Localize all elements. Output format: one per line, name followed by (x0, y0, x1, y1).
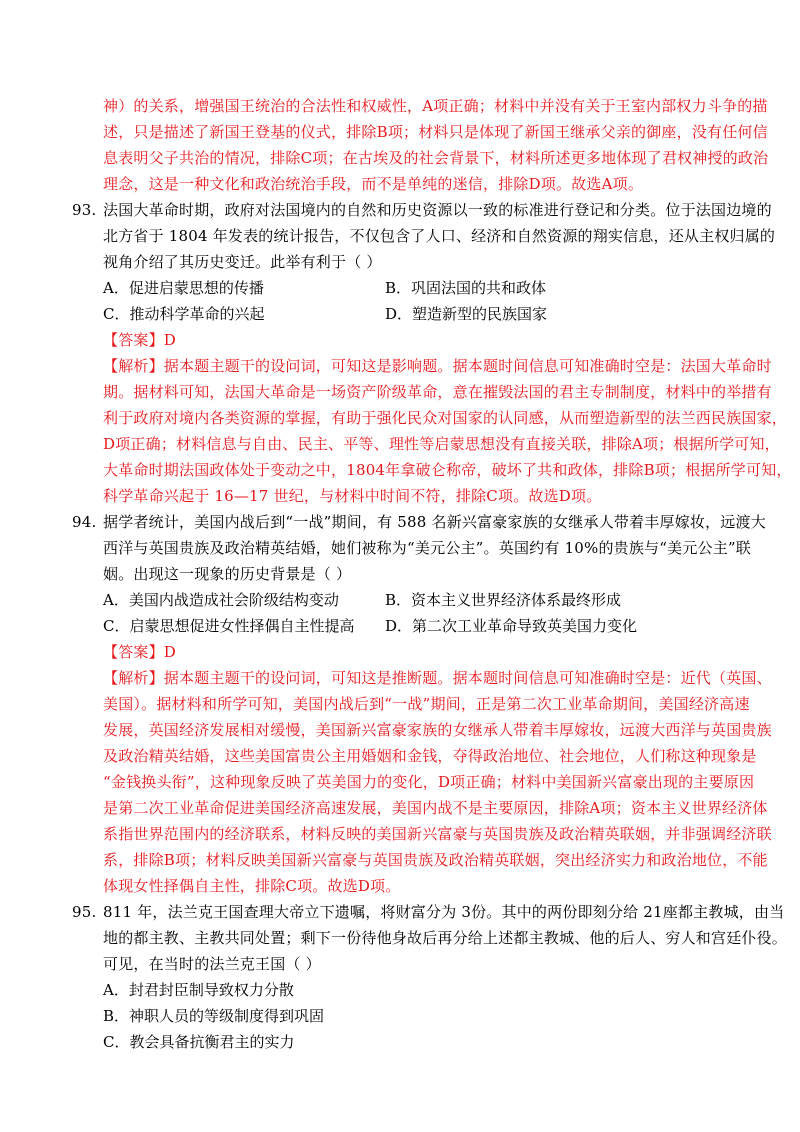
question-stem: 法国大革命时期，政府对法国境内的自然和历史资源以一致的标准进行登记和分类。位于法国边境的 (103, 201, 772, 219)
explanation-line: 大革命时期法国政体处于变动之中，1804年拿破仑称帝，破坏了共和政体，排除B项；根据所学可知， (103, 461, 792, 479)
explanation-line: “金钱换头衔”，这种现象反映了英美国力的变化，D项正确；材料中美国新兴富豪出现的主要原因 (103, 773, 755, 791)
explanation-line: 利于政府对境内各类资源的掌握，有助于强化民众对国家的认同感，从而塑造新型的法兰西民族国家， (103, 409, 788, 427)
option-a: A．美国内战造成社会阶级结构变动 (103, 591, 339, 609)
explanation-line: 科学革命兴起于 16—17 世纪，与材料中时间不符，排除C项。故选D项。 (103, 487, 602, 505)
explanation-line: 理念，这是一种文化和政治统治手段，而不是单纯的迷信，排除D项。故选A项。 (103, 175, 644, 193)
explanation-line: 神）的关系，增强国王统治的合法性和权威性，A项正确；材料中并没有关于王室内部权力斗争的描 (103, 97, 768, 115)
question-stem: 北方省于 1804 年发表的统计报告，不仅包含了人口、经济和自然资源的翔实信息，还从主权归属的 (103, 227, 776, 245)
explanation-line: 系，排除B项；材料反映美国新兴富豪与英国贵族及政治精英联姻，突出经济实力和政治地位，不能 (103, 851, 768, 869)
explanation-line: 息表明父子共治的情况，排除C项；在古埃及的社会背景下，材料所述更多地体现了君权神授的政治 (103, 149, 769, 167)
explanation-line: 是第二次工业革命促进美国经济高速发展，美国内战不是主要原因，排除A项；资本主义世界经济体 (103, 799, 768, 817)
option-d: D．塑造新型的民族国家 (385, 305, 548, 323)
explanation-line: 述，只是描述了新国王登基的仪式，排除B项；材料只是体现了新国王继承父亲的御座，没有任何信 (103, 123, 768, 141)
option-d: D．第二次工业革命导致英美国力变化 (385, 617, 638, 635)
option-a: A．封君封臣制导致权力分散 (103, 981, 294, 999)
explanation-line: 美国）。据材料和所学可知，美国内战后到“一战”期间，正是第二次工业革命期间，美国经济高速 (103, 695, 750, 713)
question-stem: 西洋与英国贵族及政治精英结婚，她们被称为“美元公主”。英国约有 10%的贵族与“美元公主”联 (103, 539, 751, 557)
explanation-line: 【解析】据本题主题干的设问词，可知这是推断题。据本题时间信息可知准确时空是：近代（英国、 (103, 669, 772, 687)
explanation-line: 及政治精英结婚，这些美国富贵公主用婚姻和金钱，夺得政治地位、社会地位，人们称这种现象是 (103, 747, 757, 765)
option-b: B．神职人员的等级制度得到巩固 (103, 1007, 325, 1025)
question-stem: 811 年，法兰克王国查理大帝立下遗嘱，将财富分为 3份。其中的两份即刻分给 21座都主教城，由当 (103, 903, 785, 921)
question-number: 95. (72, 903, 97, 921)
explanation-line: 发展，英国经济发展相对缓慢，美国新兴富豪家族的女继承人带着丰厚嫁妆，远渡大西洋与英国贵族 (103, 721, 772, 739)
option-b: B．资本主义世界经济体系最终形成 (385, 591, 622, 609)
question-stem: 可见，在当时的法兰克王国（ ） (103, 955, 321, 973)
question-number: 94. (72, 513, 97, 531)
answer-label: 【答案】D (103, 331, 177, 349)
explanation-line: 期。据材料可知，法国大革命是一场资产阶级革命，意在摧毁法国的君主专制制度，材料中的举措有 (103, 383, 772, 401)
question-stem: 地的都主教、主教共同处置；剩下一份待他身故后再分给上述都主教城、他的后人、穷人和宫廷仆役。 (103, 929, 788, 947)
question-stem: 据学者统计，美国内战后到“一战”期间，有 588 名新兴富豪家族的女继承人带着丰厚嫁妆，远渡大 (103, 513, 766, 531)
option-c: C．教会具备抗衡君主的实力 (103, 1033, 295, 1051)
explanation-line: 【解析】据本题主题干的设问词，可知这是影响题。据本题时间信息可知准确时空是：法国大革命时 (103, 357, 772, 375)
explanation-line: 体现女性择偶自主性，排除C项。故选D项。 (103, 877, 401, 895)
answer-label: 【答案】D (103, 643, 177, 661)
option-a: A．促进启蒙思想的传播 (103, 279, 264, 297)
option-c: C．推动科学革命的兴起 (103, 305, 265, 323)
option-c: C．启蒙思想促进女性择偶自主性提高 (103, 617, 355, 635)
question-stem: 视角介绍了其历史变迁。此举有利于（ ） (103, 253, 382, 271)
explanation-line: 系指世界范围内的经济联系，材料反映的美国新兴富豪与英国贵族及政治精英联姻，并非强调经济联 (103, 825, 772, 843)
question-number: 93. (72, 201, 97, 219)
explanation-line: D项正确；材料信息与自由、民主、平等、理性等启蒙思想没有直接关联，排除A项；根据所学可知， (103, 435, 780, 453)
question-stem: 姻。出现这一现象的历史背景是（ ） (103, 565, 352, 583)
option-b: B．巩固法国的共和政体 (385, 279, 547, 297)
